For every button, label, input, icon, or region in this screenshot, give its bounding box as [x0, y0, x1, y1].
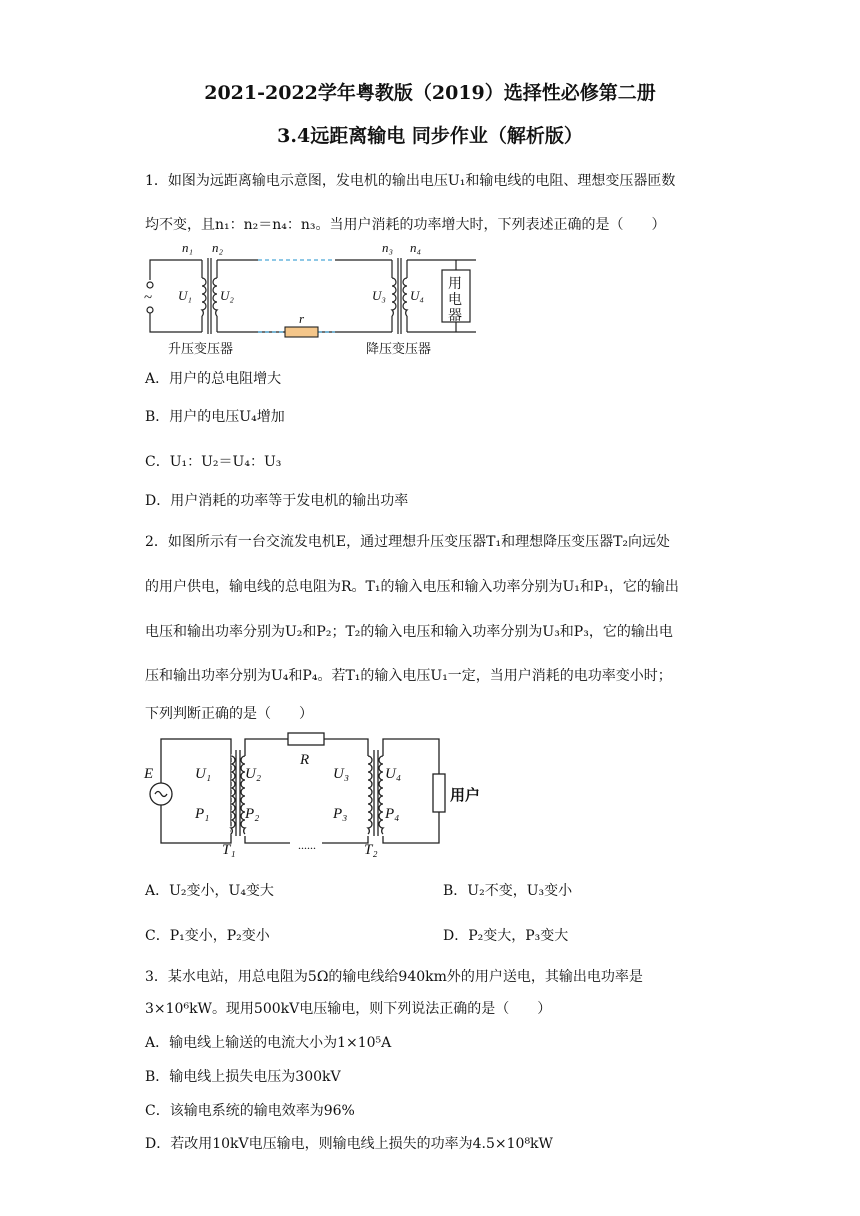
q2-stem-line-5: 下列判断正确的是（ ）	[145, 706, 313, 722]
label-n3: n₃	[382, 240, 394, 255]
ac-symbol: ~	[144, 290, 153, 306]
load-char-2: 电	[448, 293, 462, 308]
label-p1: P₁	[195, 806, 210, 822]
load-char-3: 器	[448, 309, 462, 324]
label-u2: U₂	[220, 288, 234, 303]
label-p4: P₄	[385, 806, 400, 822]
q2-stem-line-1: 2．如图所示有一台交流发电机E，通过理想升压变压器T₁和理想降压变压器T₂向远处	[145, 534, 671, 550]
label-step-up: 升压变压器	[168, 341, 234, 356]
label-t1: T₁	[222, 842, 236, 858]
label-u1: U₁	[178, 288, 192, 303]
q1-option-b: B．用户的电压U₄增加	[145, 409, 285, 425]
q2-stem-line-4: 压和输出功率分别为U₄和P₄。若T₁的输入电压U₁一定，当用户消耗的电功率变小时；	[145, 668, 672, 684]
q3-option-c: C．该输电系统的输电效率为96%	[145, 1103, 355, 1119]
label-p3: P₃	[333, 806, 348, 822]
label-u4: U₄	[385, 766, 402, 782]
q2-stem-line-2: 的用户供电，输电线的总电阻为R。T₁的输入电压和输入功率分别为U₁和P₁，它的输出	[145, 579, 679, 595]
q1-circuit-diagram	[140, 238, 490, 360]
label-t2: T₂	[364, 842, 378, 858]
title-line-1: 2021-2022学年粤教版（2019）选择性必修第二册	[204, 82, 656, 104]
q3-option-d: D．若改用10kV电压输电，则输电线上损失的功率为4.5×10⁸kW	[145, 1136, 553, 1152]
label-step-down: 降压变压器	[366, 341, 432, 356]
q3-option-a: A．输电线上输送的电流大小为1×10⁵A	[145, 1035, 392, 1051]
q1-stem-line-1: 1．如图为远距离输电示意图，发电机的输出电压U₁和输电线的电阻、理想变压器匝数	[145, 173, 676, 189]
label-u1: U₁	[195, 766, 212, 782]
label-u4: U₄	[410, 288, 424, 303]
q1-option-c: C．U₁：U₂＝U₄：U₃	[145, 454, 282, 470]
q1-option-d: D．用户消耗的功率等于发电机的输出功率	[145, 493, 409, 509]
load-char-1: 用	[448, 277, 462, 292]
q2-option-b: B．U₂不变，U₃变小	[443, 883, 573, 899]
label-r: R	[300, 752, 310, 768]
label-user: 用户	[450, 788, 481, 804]
label-r: r	[299, 311, 305, 326]
label-n1: n₁	[182, 240, 194, 255]
q3-stem-line-2: 3×10⁶kW。现用500kV电压输电，则下列说法正确的是（ ）	[145, 1001, 552, 1017]
q2-option-c: C．P₁变小，P₂变小	[145, 928, 270, 944]
q3-stem-line-1: 3．某水电站，用总电阻为5Ω的输电线给940km外的用户送电，其输出电功率是	[145, 969, 643, 985]
q1-option-a: A．用户的总电阻增大	[145, 371, 282, 387]
q2-circuit-diagram	[140, 728, 500, 860]
label-u3: U₃	[333, 766, 350, 782]
label-n2: n₂	[212, 240, 224, 255]
q1-stem-line-2: 均不变，且n₁：n₂＝n₄：n₃。当用户消耗的功率增大时，下列表述正确的是（ ）	[145, 217, 666, 233]
label-e: E	[144, 766, 154, 782]
q2-stem-line-3: 电压和输出功率分别为U₂和P₂；T₂的输入电压和输入功率分别为U₃和P₃，它的输出电	[145, 624, 673, 640]
title-line-2: 3.4远距离输电 同步作业（解析版）	[277, 125, 583, 147]
q2-option-a: A．U₂变小，U₄变大	[145, 883, 274, 899]
q2-option-d: D．P₂变大，P₃变大	[443, 928, 569, 944]
label-n4: n₄	[410, 240, 422, 255]
label-u2: U₂	[245, 766, 262, 782]
label-u3: U₃	[372, 288, 386, 303]
q3-option-b: B．输电线上损失电压为300kV	[145, 1069, 341, 1085]
label-p2: P₂	[245, 806, 260, 822]
dots-label: ......	[298, 838, 316, 852]
